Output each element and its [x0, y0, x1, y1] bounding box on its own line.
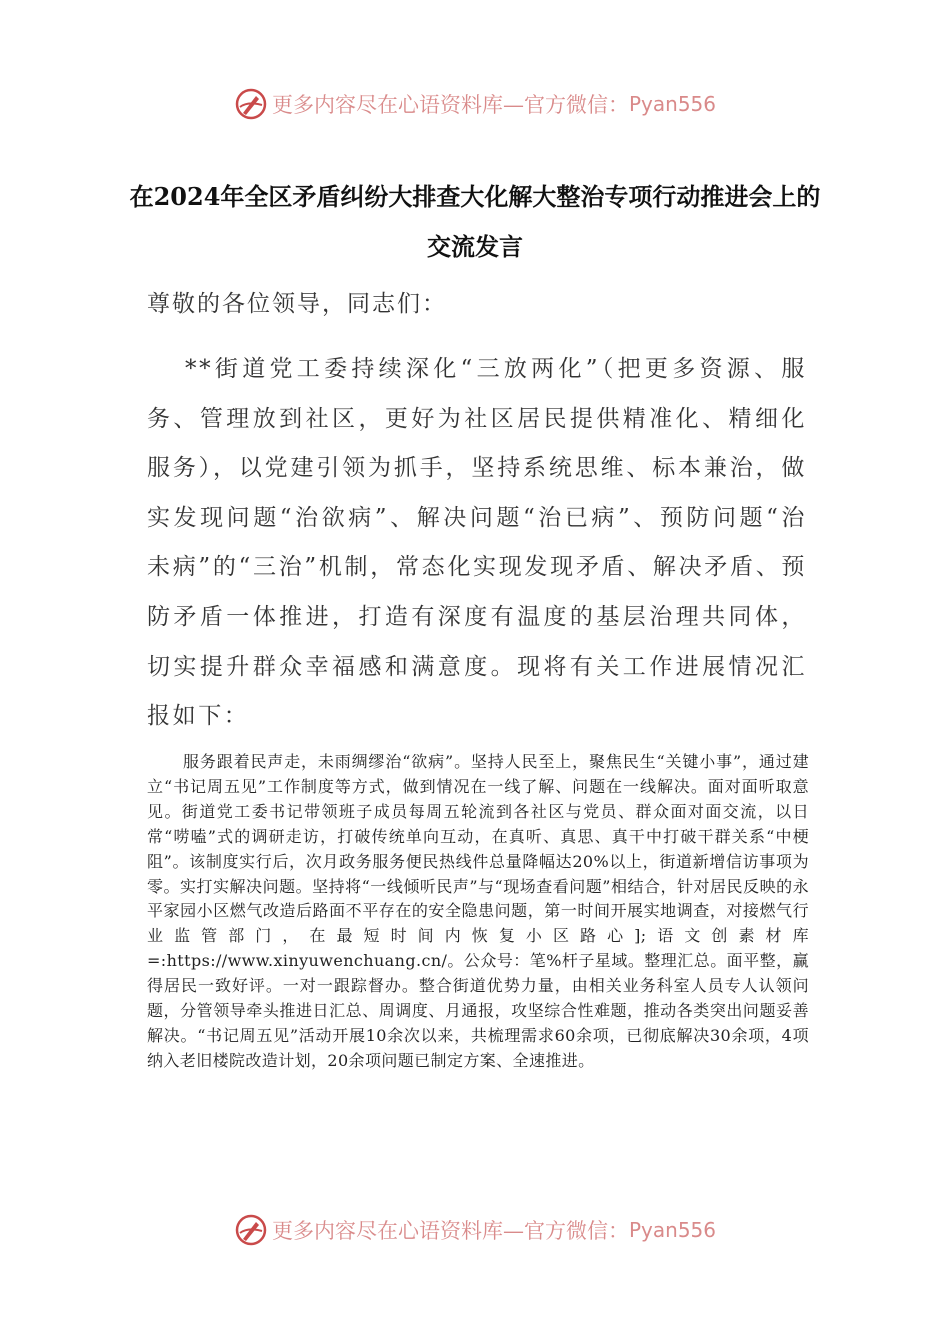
banner-text: 更多内容尽在心语资料库—官方微信： — [271, 1219, 629, 1243]
header-watermark-banner — [0, 84, 950, 124]
document-title: 在2024年全区矛盾纠纷大排查大化解大整治专项行动推进会上的交流发言 — [129, 182, 821, 261]
lead-paragraph: **街道党工委持续深化“三放两化”（把更多资源、服务、管理放到社区，更好为社区居民提供精准化、精细化服务），以党建引领为抓手，坚持系统思维、标本兼治，做实发现问题“治欲病”、解决问题“治已病”、预防问题“治未病”的“三治”机制，常态化实现发现矛盾、解决矛盾、预防矛盾一体推进，打造有深度有温度的基层治理共同体，切实提升群众幸福感和满意度。现将有关工作进展情况汇报如下： — [147, 356, 807, 730]
banner-text: 更多内容尽在心语资料库—官方微信： — [271, 93, 629, 117]
banner-wechat-id: Pyan556 — [628, 92, 716, 116]
pen-quill-logo-icon — [234, 1213, 268, 1247]
pen-quill-logo-icon — [234, 87, 268, 121]
banner-wechat-id: Pyan556 — [628, 1218, 716, 1242]
salutation: 尊敬的各位领导，同志们： — [147, 291, 447, 317]
footer-watermark-banner — [0, 1210, 950, 1250]
body-paragraph: 服务跟着民声走，未雨绸缪治“欲病”。坚持人民至上，聚焦民生“关键小事”，通过建立“书记周五见”工作制度等方式，做到情况在一线了解、问题在一线解决。面对面听取意见。街道党工委书记带领班子成员每周五轮流到各社区与党员、群众面对面交流，以日常“唠嗑”式的调研走访，打破传统单向互动，在真听、真思、真干中打破干群关系“中梗阻”。该制度实行后，次月政务服务便民热线件总量降幅达20%以上，街道新增信访事项为零。实打实解决问题。坚持将“一线倾听民声”与“现场查看问题”相结合，针对居民反映的永平家园小区燃气改造后路面不平存在的安全隐患问题，第一时间开展实地调查，对接燃气行业监管部门，在最短时间内恢复小区路心];语文创素材库=:https://www.xinyuwenchuang.cn/。公众号：笔%杆子星域。整理汇总。面平整，赢得居民一致好评。一对一跟踪督办。整合街道优势力量，由相关业务科室人员专人认领问题，分管领导牵头推进日汇总、周调度、月通报，攻坚综合性难题，推动各类突出问题妥善解决。“书记周五见”活动开展10余次以来，共梳理需求60余项，已彻底解决30余项，4项纳入老旧楼院改造计划，20余项问题已制定方案、全速推进。 — [147, 752, 809, 1070]
